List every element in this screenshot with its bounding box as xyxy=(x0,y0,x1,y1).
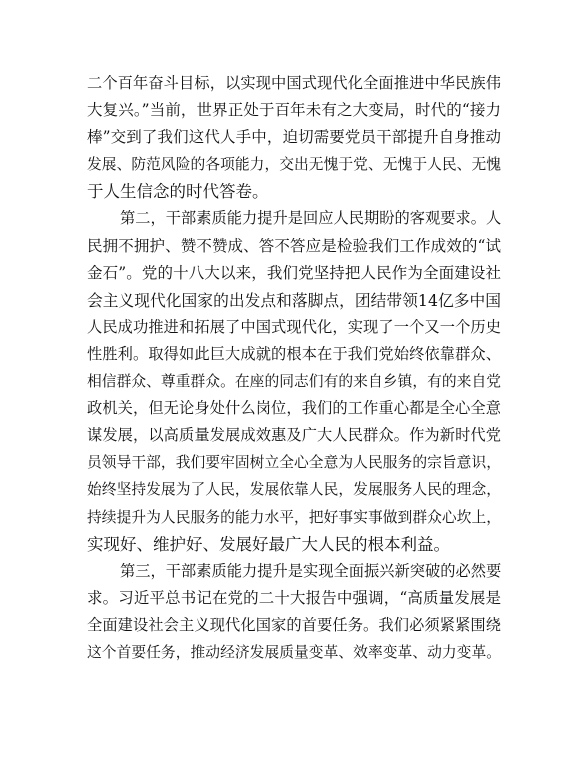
text-line: 全面建设社会主义现代化国家的首要任务。我们必须紧紧围绕 xyxy=(87,615,501,634)
text-line: 员领导干部，我们要牢固树立全心全意为人民服务的宗旨意识， xyxy=(87,454,501,472)
text-line: 棒”交到了我们这代人手中，迫切需要党员干部提升自身推动 xyxy=(87,128,501,147)
text-line: 这个首要任务，推动经济发展质量变革、效率变革、动力变革。 xyxy=(87,643,501,661)
document-body xyxy=(87,70,501,666)
text-line: 始终坚持发展为了人民，发展依靠人民，发展服务人民的理念， xyxy=(87,481,501,499)
paragraph-1 xyxy=(87,70,501,205)
text-line: 持续提升为人民服务的能力水平，把好事实事做到群众心坎上， xyxy=(87,508,501,526)
text-line: 于人生信念的时代答卷。 xyxy=(87,182,269,202)
text-line: 民拥不拥护、赞不赞成、答不答应是检验我们工作成效的“试 xyxy=(87,236,501,255)
text-line: 人民成功推进和拓展了中国式现代化，实现了一个又一个历史 xyxy=(87,317,501,336)
paragraph-2 xyxy=(87,205,501,557)
paragraph-3 xyxy=(87,558,501,666)
text-line: 会主义现代化国家的出发点和落脚点，团结带领14亿多中国 xyxy=(87,290,501,310)
text-line: 第三，干部素质能力提升是实现全面振兴新突破的必然要 xyxy=(120,561,502,580)
text-line: 谋发展，以高质量发展成效惠及广大人民群众。作为新时代党 xyxy=(87,426,501,445)
text-line: 第二，干部素质能力提升是回应人民期盼的客观要求。人 xyxy=(120,209,502,228)
text-line: 性胜利。取得如此巨大成就的根本在于我们党始终依靠群众、 xyxy=(87,344,501,363)
text-line: 政机关，但无论身处什么岗位，我们的工作重心都是全心全意 xyxy=(87,399,501,418)
text-line: 实现好、维护好、发展好最广大人民的根本利益。 xyxy=(87,534,450,554)
text-line: 相信群众、尊重群众。在座的同志们有的来自乡镇，有的来自党 xyxy=(87,373,501,391)
text-line: 金石”。党的十八大以来，我们党坚持把人民作为全面建设社 xyxy=(87,263,501,282)
text-line: 发展、防范风险的各项能力，交出无愧于党、无愧于人民、无愧 xyxy=(87,156,501,174)
text-line: 求。习近平总书记在党的二十大报告中强调，“高质量发展是 xyxy=(87,588,501,607)
text-line: 二个百年奋斗目标，以实现中国式现代化全面推进中华民族伟 xyxy=(87,74,501,92)
text-line: 大复兴。”当前，世界正处于百年未有之大变局，时代的“接力 xyxy=(87,101,501,120)
